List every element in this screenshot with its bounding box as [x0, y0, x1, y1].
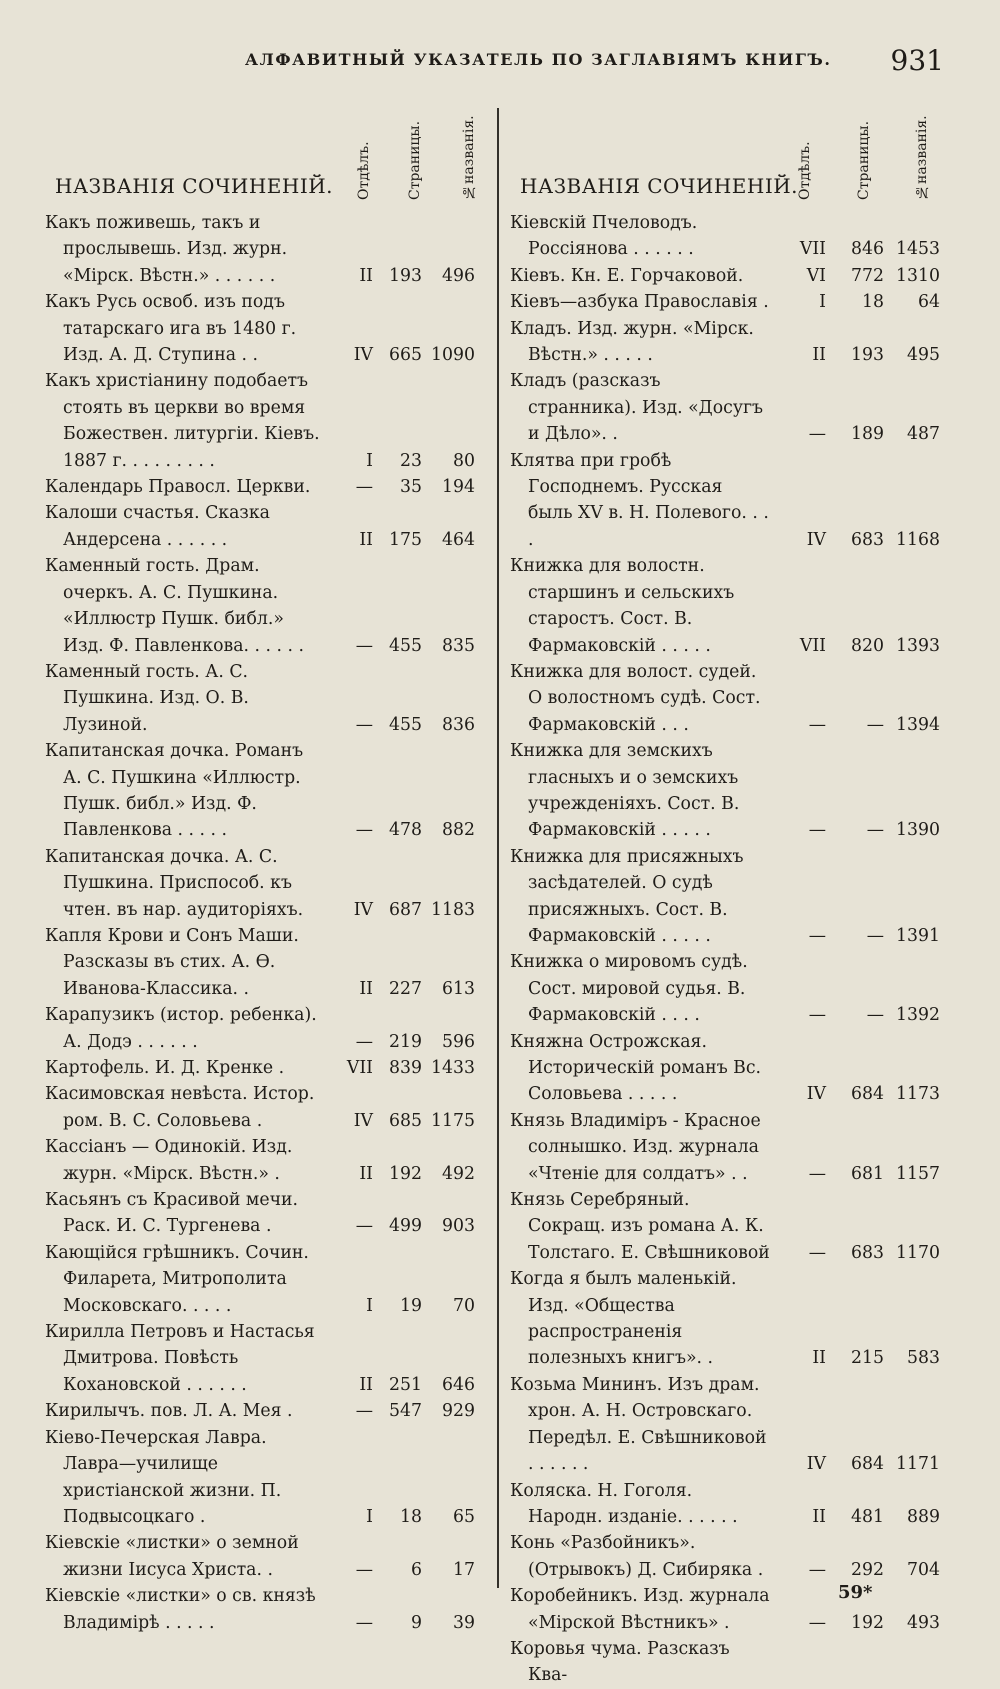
entry-page: 219	[389, 1031, 422, 1052]
index-entry	[45, 1002, 475, 1055]
entry-page: 227	[389, 978, 422, 999]
entry-section: —	[808, 1612, 826, 1633]
entry-no: 646	[442, 1374, 475, 1395]
right-column-header	[510, 100, 940, 210]
entry-no: 1433	[431, 1058, 475, 1078]
left-column-header	[45, 100, 475, 210]
index-entry	[45, 844, 475, 923]
entry-title: Какъ христіанину подобаетъ стоять въ церкви во время Божествен. литургіи. Кіевъ. 1887 г. . . . . . . . .	[45, 371, 320, 471]
index-entry	[510, 1478, 940, 1531]
entry-no: 1171	[896, 1454, 940, 1475]
entry-title: Кладъ (разсказъ странника). Изд. «Досугъ и Дѣло». .	[510, 371, 764, 445]
entry-title: Капитанская дочка. А. С. Пушкина. Приспособ. къ чтен. въ нар. аудиторіяхъ.	[45, 846, 304, 920]
page-column-heading: Страницы.	[856, 120, 872, 200]
entry-title: Конь «Разбойникъ». (Отрывокъ) Д. Сибиряка .	[510, 1533, 764, 1580]
entry-no: 1173	[896, 1084, 940, 1105]
column-title: НАЗВАНІЯ СОЧИНЕНІЙ.	[55, 174, 334, 198]
column-divider	[497, 108, 499, 1588]
left-entry-list	[45, 210, 475, 1636]
index-entry	[510, 263, 940, 289]
entry-page: 193	[389, 265, 422, 286]
entry-no: 1394	[896, 714, 940, 735]
entry-page: 175	[389, 529, 422, 550]
entry-no: 613	[442, 978, 475, 999]
entry-section: —	[808, 820, 826, 841]
index-entry	[45, 923, 475, 1002]
entry-no: 39	[453, 1612, 475, 1633]
entry-no: 80	[453, 450, 475, 471]
entry-page: 215	[851, 1348, 884, 1369]
entry-no: 65	[453, 1506, 475, 1527]
entry-section: II	[812, 345, 826, 366]
entry-section: IV	[806, 1454, 826, 1475]
entry-no: 835	[442, 635, 475, 656]
entry-title: Картофель. И. Д. Кренке .	[45, 1058, 285, 1078]
entry-title: Княжна Острожская. Историческій романъ Вс. Соловьева . . . . .	[510, 1031, 762, 1105]
index-entry	[45, 1240, 475, 1319]
entry-title: Кіевскіе «листки» о св. князѣ Владимірѣ . . . . .	[45, 1586, 316, 1633]
index-entry	[45, 553, 475, 659]
running-header	[0, 44, 1000, 84]
entry-page: 547	[389, 1401, 422, 1422]
index-entry	[45, 1425, 475, 1531]
entry-title: Книжка для земскихъ гласныхъ и о земскихъ учрежденіяхъ. Сост. В. Фармаковскій . . . . .	[510, 741, 740, 841]
entry-section: —	[355, 1401, 373, 1422]
entry-title: Капля Крови и Сонъ Маши. Разсказы въ стих. А. Ѳ. Иванова-Классика. .	[45, 925, 299, 999]
entry-no: 1390	[896, 820, 940, 841]
index-entry	[510, 448, 940, 554]
column-title: НАЗВАНІЯ СОЧИНЕНІЙ.	[520, 174, 799, 198]
index-entry	[510, 553, 940, 659]
entry-section: I	[366, 1506, 373, 1527]
entry-no: 903	[442, 1216, 475, 1237]
right-column	[510, 100, 940, 1689]
index-entry	[45, 1081, 475, 1134]
entry-title: Калоши счастья. Сказка Андерсена . . . . . .	[45, 503, 270, 550]
entry-no: 1157	[896, 1163, 940, 1184]
entry-page: 35	[400, 477, 422, 498]
entry-title: Кирилла Петровъ и Настасья Дмитрова. Повѣсть Кохановской . . . . . .	[45, 1322, 315, 1395]
entry-no: 929	[442, 1401, 475, 1422]
entry-page: 683	[851, 529, 884, 550]
entry-no: 1393	[896, 635, 940, 656]
entry-title: Книжка о мировомъ судѣ. Сост. мировой судья. В. Фармаковскій . . . .	[510, 952, 748, 1026]
entry-title: Книжка для волост. судей. О волостномъ судѣ. Сост. Фармаковскій . . .	[510, 661, 761, 735]
entry-title: Карапузикъ (истор. ребенка). А. Додэ . . . . . .	[45, 1005, 317, 1052]
header-title: АЛФАВИТНЫЙ УКАЗАТЕЛЬ ПО ЗАГЛАВІЯМЪ КНИГЪ.	[245, 50, 832, 69]
entry-no: 836	[442, 714, 475, 735]
right-entry-list	[510, 210, 940, 1689]
index-entry	[510, 738, 940, 844]
entry-no: 496	[442, 265, 475, 286]
index-entry	[45, 500, 475, 553]
signature-mark: 59*	[838, 1582, 873, 1603]
entry-page: —	[866, 820, 884, 841]
entry-section: —	[808, 1242, 826, 1263]
index-entry	[45, 368, 475, 474]
entry-title: Книжка для присяжныхъ засѣдателей. О судѣ присяжныхъ. Сост. В. Фармаковскій . . . . .	[510, 846, 744, 946]
entry-section: VII	[346, 1058, 373, 1078]
entry-title: Кіево-Печерская Лавра. Лавра—училище христіанской жизни. П. Подвысоцкаго .	[45, 1427, 282, 1527]
index-entry	[510, 1108, 940, 1187]
entry-page: 6	[411, 1559, 422, 1580]
index-entry	[510, 949, 940, 1028]
entry-page: 683	[851, 1242, 884, 1263]
entry-page: 18	[862, 292, 884, 313]
entry-title: Какъ Русь освоб. изъ подъ татарскаго ига въ 1480 г. Изд. А. Д. Ступина . .	[45, 292, 297, 366]
index-entry	[510, 659, 940, 738]
entry-title: Каменный гость. Драм. очеркъ. А. С. Пушкина. «Иллюстр Пушк. библ.» Изд. Ф. Павленкова. . . . . .	[45, 556, 304, 656]
section-column-heading: Отдѣлъ.	[797, 141, 813, 200]
entry-section: I	[366, 450, 373, 471]
entry-title: Когда я былъ маленькій. Изд. «Общества распространенія полезныхъ книгъ». .	[510, 1269, 737, 1369]
entry-page: 685	[389, 1110, 422, 1131]
entry-no: 1175	[431, 1110, 475, 1131]
entry-page: —	[866, 925, 884, 946]
entry-section: —	[355, 1559, 373, 1580]
entry-page: 772	[851, 265, 884, 286]
entry-page: 684	[851, 1084, 884, 1105]
number-column-heading: №названія.	[461, 115, 477, 200]
entry-section: VII	[799, 635, 826, 656]
entry-section: I	[366, 1295, 373, 1316]
entry-title: Кающійся грѣшникъ. Сочин. Филарета, Митрополита Московскаго. . . . .	[45, 1242, 309, 1316]
entry-title: Князь Владиміръ - Красное солнышко. Изд. журнала «Чтеніе для солдатъ» . .	[510, 1110, 761, 1184]
entry-page: 9	[411, 1612, 422, 1633]
entry-page: 19	[400, 1295, 422, 1316]
entry-section: —	[808, 1559, 826, 1580]
index-entry	[45, 738, 475, 844]
index-entry	[45, 1187, 475, 1240]
entry-title: Кирилычъ. пов. Л. А. Мея .	[45, 1401, 293, 1422]
entry-title: Книжка для волостн. старшинъ и сельскихъ старостъ. Сост. В. Фармаковскій . . . . .	[510, 556, 735, 656]
entry-title: Князь Серебряный. Сокращ. изъ романа А. К. Толстаго. Е. Свѣшниковой	[510, 1190, 770, 1263]
entry-page: 292	[851, 1559, 884, 1580]
entry-title: Кассіанъ — Одинокій. Изд. журн. «Мірск. Вѣстн.» .	[45, 1137, 293, 1184]
entry-section: II	[359, 265, 373, 286]
entry-page: 193	[851, 345, 884, 366]
entry-section: —	[808, 925, 826, 946]
entry-title: Коробейникъ. Изд. журнала «Мірской Вѣстникъ» .	[510, 1586, 770, 1633]
index-entry	[45, 1398, 475, 1424]
entry-page: 499	[389, 1216, 422, 1237]
entry-no: 596	[442, 1031, 475, 1052]
index-entry	[510, 1187, 940, 1266]
entry-title: Кладъ. Изд. журн. «Мірск. Вѣстн.» . . . . .	[510, 318, 754, 366]
entry-page: 251	[389, 1374, 422, 1395]
entry-title: Кіевскій Пчеловодъ. Россіянова . . . . . .	[510, 213, 698, 260]
entry-section: II	[812, 1506, 826, 1527]
index-entry	[510, 210, 940, 263]
index-entry	[510, 844, 940, 950]
entry-title: Кіевскіе «листки» о земной жизни Іисуса Христа. .	[45, 1533, 299, 1580]
index-entry	[45, 1583, 475, 1636]
entry-page: 684	[851, 1454, 884, 1475]
index-entry	[510, 1583, 940, 1636]
index-entry	[510, 1530, 940, 1583]
entry-title: Коляска. Н. Гоголя. Народн. изданіе. . . . . .	[510, 1480, 738, 1527]
index-entry	[45, 1055, 475, 1081]
entry-page: 839	[389, 1058, 422, 1078]
entry-page: 665	[389, 345, 422, 366]
entry-page: 481	[851, 1506, 884, 1527]
entry-no: 1168	[896, 529, 940, 550]
entry-page: 18	[400, 1506, 422, 1527]
entry-section: I	[819, 292, 826, 313]
index-entry	[510, 1029, 940, 1108]
left-column	[45, 100, 475, 1636]
entry-no: 495	[907, 345, 940, 366]
entry-section: II	[359, 1374, 373, 1395]
index-entry	[510, 1266, 940, 1372]
index-entry	[45, 210, 475, 289]
index-entry	[510, 1636, 940, 1689]
entry-page: 478	[389, 820, 422, 841]
entry-title: Клятва при гробѣ Господнемъ. Русская быль XV в. Н. Полевого. . . .	[510, 450, 769, 550]
entry-section: —	[355, 820, 373, 841]
entry-no: 1090	[431, 345, 475, 366]
index-entry	[45, 1134, 475, 1187]
entry-page: 23	[400, 450, 422, 471]
entry-no: 64	[918, 292, 940, 313]
entry-section: —	[808, 1163, 826, 1184]
entry-section: II	[359, 978, 373, 999]
entry-no: 493	[907, 1612, 940, 1633]
entry-page: —	[866, 714, 884, 735]
entry-no: 1391	[896, 925, 940, 946]
entry-no: 1183	[431, 899, 475, 920]
entry-no: 1392	[896, 1005, 940, 1026]
entry-section: —	[355, 1216, 373, 1237]
entry-no: 1453	[896, 239, 940, 260]
entry-section: VII	[799, 239, 826, 260]
entry-section: —	[808, 1005, 826, 1026]
index-entry	[510, 289, 940, 315]
entry-title: Козьма Мининъ. Изъ драм. хрон. А. Н. Островскаго. Передѣл. Е. Свѣшниковой . . . . . .	[510, 1374, 767, 1475]
entry-no: 583	[907, 1348, 940, 1369]
entry-no: 882	[442, 820, 475, 841]
entry-page: 455	[389, 635, 422, 656]
entry-page: 189	[851, 424, 884, 445]
index-entry	[510, 1372, 940, 1478]
entry-no: 889	[907, 1506, 940, 1527]
page-number: 931	[890, 44, 944, 77]
entry-section: IV	[353, 1110, 373, 1131]
entry-section: —	[355, 477, 373, 498]
entry-section: VI	[806, 265, 826, 286]
entry-title: Коровья чума. Разсказъ Ква-	[510, 1638, 730, 1686]
entry-no: 464	[442, 529, 475, 550]
index-entry	[45, 289, 475, 368]
entry-page: 192	[851, 1612, 884, 1633]
entry-no: 704	[907, 1559, 940, 1580]
entry-title: Касьянъ съ Красивой мечи. Раск. И. С. Тургенева .	[45, 1190, 299, 1237]
entry-section: II	[812, 1348, 826, 1369]
index-entry	[45, 1319, 475, 1398]
entry-section: —	[808, 424, 826, 445]
page-column-heading: Страницы.	[407, 120, 423, 200]
entry-section: —	[355, 1612, 373, 1633]
entry-section: II	[359, 529, 373, 550]
entry-section: —	[808, 714, 826, 735]
index-entry	[45, 474, 475, 500]
entry-section: IV	[806, 1084, 826, 1105]
entry-section: —	[355, 635, 373, 656]
index-entry	[45, 1530, 475, 1583]
section-column-heading: Отдѣлъ.	[356, 141, 372, 200]
entry-section: —	[355, 1031, 373, 1052]
index-entry	[510, 368, 940, 447]
entry-title: Кіевъ. Кн. Е. Горчаковой.	[510, 265, 744, 286]
entry-no: 194	[442, 477, 475, 498]
index-entry	[45, 659, 475, 738]
entry-title: Календарь Правосл. Церкви.	[45, 477, 311, 498]
entry-title: Касимовская невѣста. Истор. ром. В. С. Соловьева .	[45, 1084, 315, 1131]
entry-page: 846	[851, 239, 884, 260]
entry-title: Капитанская дочка. Романъ А. С. Пушкина «Иллюстр. Пушк. библ.» Изд. Ф. Павленкова . . . . .	[45, 741, 304, 841]
entry-section: IV	[353, 899, 373, 920]
entry-title: Кіевъ—азбука Православія .	[510, 292, 769, 313]
entry-title: Какъ поживешь, такъ и прослывешь. Изд. журн. «Мірск. Вѣстн.» . . . . . .	[45, 213, 288, 286]
number-column-heading: №названія.	[914, 115, 930, 200]
entry-section: IV	[806, 529, 826, 550]
entry-page: 455	[389, 714, 422, 735]
index-entry	[510, 316, 940, 369]
entry-section: —	[355, 714, 373, 735]
entry-no: 1170	[896, 1242, 940, 1263]
entry-section: II	[359, 1163, 373, 1184]
entry-no: 487	[907, 424, 940, 445]
entry-page: 681	[851, 1163, 884, 1184]
entry-page: 820	[851, 635, 884, 656]
entry-page: 192	[389, 1163, 422, 1184]
entry-section: IV	[353, 345, 373, 366]
entry-no: 17	[453, 1559, 475, 1580]
entry-title: Каменный гость. А. С. Пушкина. Изд. О. В. Лузиной.	[45, 661, 249, 735]
entry-no: 70	[453, 1295, 475, 1316]
entry-no: 492	[442, 1163, 475, 1184]
entry-page: 687	[389, 899, 422, 920]
entry-page: —	[866, 1005, 884, 1026]
entry-no: 1310	[896, 265, 940, 286]
